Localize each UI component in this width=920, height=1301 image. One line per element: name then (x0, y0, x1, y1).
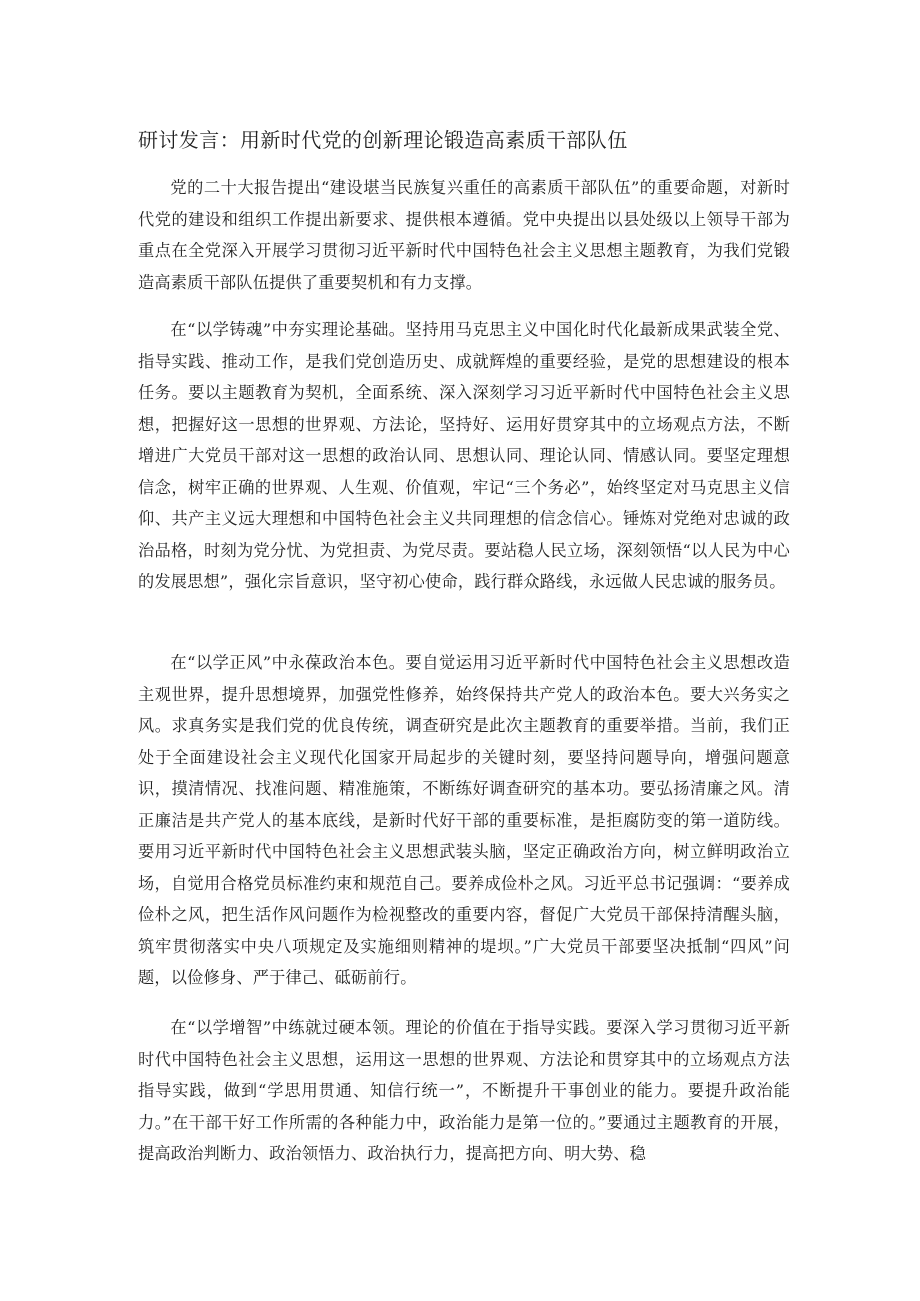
paragraph-theory-foundation: 在“以学铸魂”中夯实理论基础。坚持用马克思主义中国化时代化最新成果武装全党、指导实践、推动工作，是我们党创造历史、成就辉煌的重要经验，是党的思想建设的根本任务。要以主题教育为契机，全面系统、深入深刻学习习近平新时代中国特色社会主义思想，把握好这一思想的世界观、方法论，坚持好、运用好贯穿其中的立场观点方法，不断增进广大党员干部对这一思想的政治认同、思想认同、理论认同、情感认同。要坚定理想信念，树牢正确的世界观、人生观、价值观，牢记“三个务必”，始终坚定对马克思主义信仰、共产主义远大理想和中国特色社会主义共同理想的信念信心。锤炼对党绝对忠诚的政治品格，时刻为党分忧、为党担责、为党尽责。要站稳人民立场，深刻领悟“以人民为中心的发展思想”，强化宗旨意识，坚守初心使命，践行群众路线，永远做人民忠诚的服务员。 (138, 320, 790, 591)
document-page (138, 0, 790, 1301)
paragraph-intro: 党的二十大报告提出“建设堪当民族复兴重任的高素质干部队伍”的重要命题，对新时代党的建设和组织工作提出新要求、提供根本遵循。党中央提出以县处级以上领导干部为重点在全党深入开展学习贯彻习近平新时代中国特色社会主义思想主题教育，为我们党锻造高素质干部队伍提供了重要契机和有力支撑。 (138, 178, 790, 292)
paragraph-skills: 在“以学增智”中练就过硬本领。理论的价值在于指导实践。要深入学习贯彻习近平新时代中国特色社会主义思想，运用这一思想的世界观、方法论和贯穿其中的立场观点方法指导实践，做到“学思用贯通、知信行统一”，不断提升干事创业的能力。要提升政治能力。”在干部干好工作所需的各种能力中，政治能力是第一位的。”要通过主题教育的开展，提高政治判断力、政治领悟力、政治执行力，提高把方向、明大势、稳 (138, 1018, 790, 1163)
document-title: 研讨发言：用新时代党的创新理论锻造高素质干部队伍 (138, 128, 628, 152)
paragraph-political-character: 在“以学正风”中永葆政治本色。要自觉运用习近平新时代中国特色社会主义思想改造主观世界，提升思想境界，加强党性修养，始终保持共产党人的政治本色。要大兴务实之风。求真务实是我们党的优良传统，调查研究是此次主题教育的重要举措。当前，我们正处于全面建设社会主义现代化国家开局起步的关键时刻，要坚持问题导向，增强问题意识，摸清情况、找准问题、精准施策，不断练好调查研究的基本功。要弘扬清廉之风。清正廉洁是共产党人的基本底线，是新时代好干部的重要标准，是拒腐防变的第一道防线。要用习近平新时代中国特色社会主义思想武装头脑，坚定正确政治方向，树立鲜明政治立场，自觉用合格党员标准约束和规范自己。要养成俭朴之风。习近平总书记强调：“要养成俭朴之风，把生活作风问题作为检视整改的重要内容，督促广大党员干部保持清醒头脑，筑牢贯彻落实中央八项规定及实施细则精神的堤坝。”广大党员干部要坚决抵制“四风”问题，以俭修身、严于律己、砥砺前行。 (138, 653, 790, 987)
